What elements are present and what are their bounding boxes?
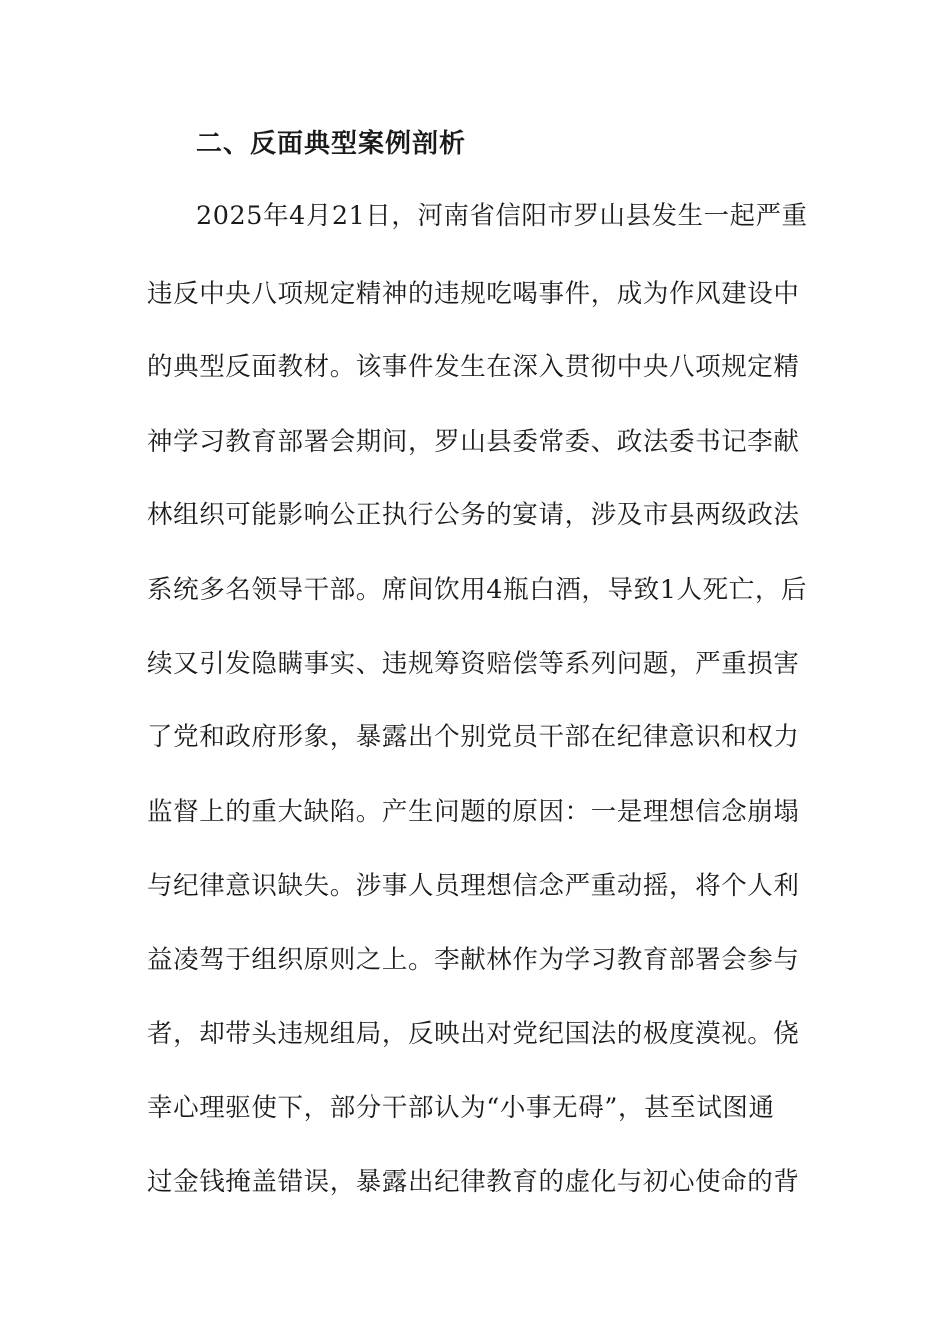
paragraph-line: 续又引发隐瞒事实、违规筹资赔偿等系列问题，严重损害 (147, 649, 800, 679)
paragraph-line: 2025年4月21日，河南省信阳市罗山县发生一起严重 (196, 201, 808, 231)
paragraph-line: 了党和政府形象，暴露出个别党员干部在纪律意识和权力 (147, 722, 800, 752)
paragraph-line: 监督上的重大缺陷。产生问题的原因：一是理想信念崩塌 (147, 797, 800, 827)
section-heading: 二、反面典型案例剖析 (196, 129, 467, 159)
paragraph-line: 违反中央八项规定精神的违规吃喝事件，成为作风建设中 (147, 279, 800, 309)
paragraph-line: 的典型反面教材。该事件发生在深入贯彻中央八项规定精 (147, 352, 800, 382)
paragraph-line: 神学习教育部署会期间，罗山县委常委、政法委书记李献 (147, 427, 800, 457)
paragraph-line: 系统多名领导干部。席间饮用4瓶白酒，导致1人死亡，后 (147, 575, 808, 605)
paragraph-line: 益凌驾于组织原则之上。李献林作为学习教育部署会参与 (147, 945, 800, 975)
paragraph-line: 幸心理驱使下，部分干部认为“小事无碍”，甚至试图通 (147, 1093, 775, 1123)
paragraph-line: 过金钱掩盖错误，暴露出纪律教育的虚化与初心使命的背 (147, 1167, 800, 1197)
paragraph-line: 者，却带头违规组局，反映出对党纪国法的极度漠视。侥 (147, 1019, 800, 1049)
paragraph-line: 林组织可能影响公正执行公务的宴请，涉及市县两级政法 (147, 500, 800, 530)
paragraph-line: 与纪律意识缺失。涉事人员理想信念严重动摇，将个人利 (147, 871, 800, 901)
